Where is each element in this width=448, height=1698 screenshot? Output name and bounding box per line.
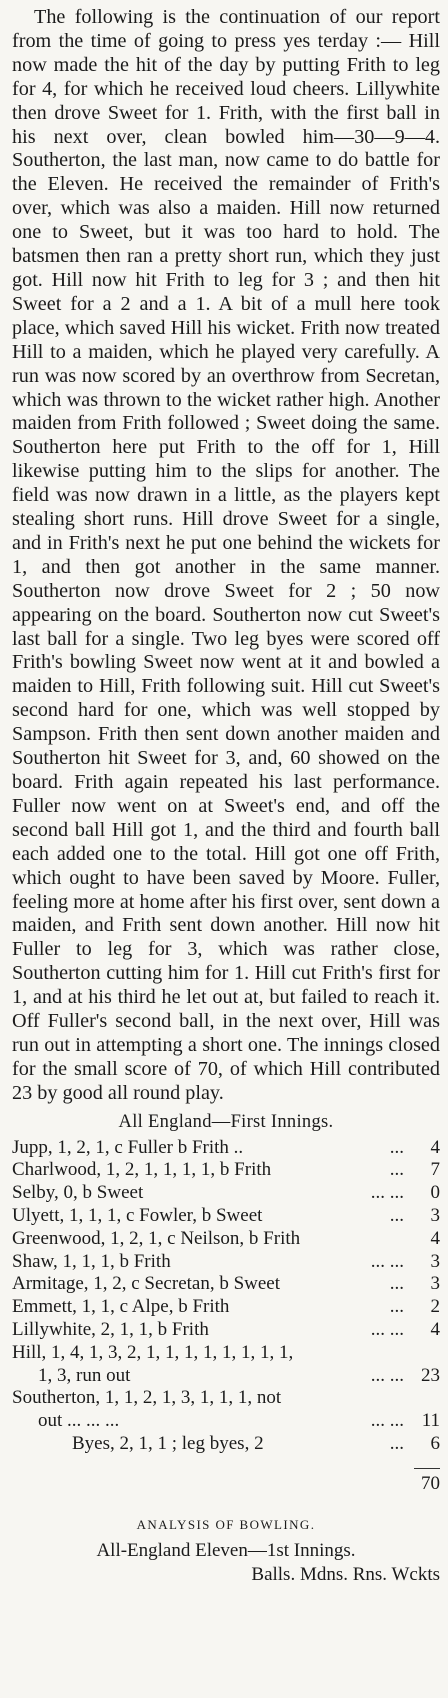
batsman-entry: out ... ... ... <box>38 1410 120 1432</box>
scorecard-row <box>12 1159 440 1182</box>
scorecard-row <box>12 1296 440 1319</box>
batsman-entry: Ulyett, 1, 1, 1, c Fowler, b Sweet <box>12 1205 263 1227</box>
bowling-analysis-title: ANALYSIS OF BOWLING. <box>136 1516 316 1532</box>
leader-dots: ... ... <box>370 1182 404 1204</box>
runs-value: 7 <box>430 1159 440 1181</box>
batsman-entry: Selby, 0, b Sweet <box>12 1182 144 1204</box>
runs-value: 3 <box>430 1250 440 1272</box>
runs-value <box>414 1387 440 1410</box>
leader-dots: ... ... <box>370 1364 404 1386</box>
runs-value: 0 <box>430 1182 440 1204</box>
leader-dots: ... <box>389 1159 404 1181</box>
runs-value: 3 <box>430 1205 440 1227</box>
batsman-entry: Southerton, 1, 1, 2, 1, 3, 1, 1, 1, not <box>12 1387 282 1409</box>
leader-dots <box>324 1387 414 1410</box>
innings-total: 70 <box>421 1472 440 1494</box>
scorecard-row <box>12 1433 440 1456</box>
leader-dots: ... ... <box>370 1410 404 1432</box>
leader-dots: ... <box>389 1136 404 1158</box>
scorecard-row <box>12 1365 440 1388</box>
scorecard-row <box>12 1182 440 1205</box>
leader-dots <box>324 1228 414 1251</box>
total-rule <box>414 1468 440 1469</box>
scorecard-row <box>12 1273 440 1296</box>
runs-value: 11 <box>421 1410 440 1432</box>
batsman-entry: Emmett, 1, 1, c Alpe, b Frith <box>12 1296 230 1318</box>
scorecard-row <box>12 1251 440 1274</box>
batsman-entry: Byes, 2, 1, 1 ; leg byes, 2 <box>72 1433 264 1455</box>
runs-value: 4 <box>430 1136 440 1158</box>
runs-value: 2 <box>430 1296 440 1318</box>
batsman-entry: Charlwood, 1, 2, 1, 1, 1, 1, b Frith <box>12 1159 272 1181</box>
runs-value: 4 <box>430 1227 440 1249</box>
batsman-entry: Shaw, 1, 1, 1, b Frith <box>12 1250 171 1272</box>
scorecard-row <box>12 1342 440 1365</box>
runs-value <box>414 1342 440 1365</box>
scorecard-row <box>12 1319 440 1342</box>
scorecard-table <box>12 1137 440 1456</box>
batsman-entry: Greenwood, 1, 2, 1, c Neilson, b Frith <box>12 1227 301 1249</box>
batsman-entry: Hill, 1, 4, 1, 3, 2, 1, 1, 1, 1, 1, 1, 1, 1, <box>12 1341 294 1363</box>
runs-value: 6 <box>430 1433 440 1455</box>
scorecard-row <box>12 1387 440 1410</box>
scorecard-row <box>12 1137 440 1160</box>
leader-dots: ... ... <box>370 1319 404 1341</box>
leader-dots: ... <box>389 1296 404 1318</box>
scorecard-row <box>12 1205 440 1228</box>
scorecard-row <box>12 1410 440 1433</box>
scorecard-row <box>12 1228 440 1251</box>
runs-value: 3 <box>430 1273 440 1295</box>
bowling-analysis-subtitle: All-England Eleven—1st Innings. <box>96 1539 356 1561</box>
leader-dots: ... <box>389 1433 404 1455</box>
leader-dots: ... ... <box>370 1250 404 1272</box>
leader-dots <box>324 1342 414 1365</box>
batsman-entry: Lillywhite, 2, 1, 1, b Frith <box>12 1319 209 1341</box>
batsman-entry: Armitage, 1, 2, c Secretan, b Sweet <box>12 1273 281 1295</box>
innings-heading: All England—First Innings. <box>118 1111 334 1132</box>
leader-dots: ... <box>389 1273 404 1295</box>
batsman-entry: Jupp, 1, 2, 1, c Fuller b Frith .. <box>12 1136 244 1158</box>
runs-value: 4 <box>430 1319 440 1341</box>
bowling-analysis-columns: Balls. Mdns. Rns. Wckts <box>251 1563 440 1585</box>
runs-value: 23 <box>421 1364 440 1386</box>
match-report-paragraph: The following is the continuation of our report from the time of going to press yes terday :— Hill now made the hit of the day by putting Frith to leg for 4, for which he received loud cheers. Lillywhite then drove Sweet for 1. Frith, with the first ball in his next over, clean bowled him—30—9—4. Southerton, the last man, now came to do battle for the Eleven. He received the remainder of Frith's over, which was also a maiden. Hill now returned one to Sweet, but it was too hard to hold. The batsmen then ran a pretty short run, which they just got. Hill now hit Frith to leg for 3 ; and then hit Sweet for a 2 and a 1. A bit of a mull here took place, which saved Hill his wicket. Frith now treated Hill to a maiden, which he played very carefully. A run was now scored by an overthrow from Secretan, which was thrown to the wicket rather high. Another maiden from Frith followed ; Sweet doing the same. Southerton here put Frith to the off for 1, Hill likewise putting him to the slips for another. The field was now drawn in a little, as the players kept stealing short runs. Hill drove Sweet for a single, and in Frith's next he put one behind the wickets for 1, and then got another in the same manner. Southerton now drove Sweet for 2 ; 50 now appearing on the board. Southerton now cut Sweet's last ball for a single. Two leg byes were scored off Frith's bowling Sweet now went at it and bowled a maiden to Hill, Frith following suit. Hill cut Sweet's second hard for one, which was well stopped by Sampson. Frith then sent down another maiden and Southerton hit Sweet for 3, and, 60 showed on the board. Frith again repeated his last performance. Fuller now went on at Sweet's end, and off the second ball Hill got 1, and the third and fourth ball each added one to the total. Hill got one off Frith, which ought to have been saved by Moore. Fuller, feeling more at home after his first over, sent down a maiden, and Frith sent down another. Hill now hit Fuller to leg for 3, which was rather close, Southerton cutting him for 1. Hill cut Frith's first for 1, and at his third he let out at, but failed to reach it. Off Fuller's second ball, in the next over, Hill was run out in attempting a short one. The innings closed for the small score of 70, of which Hill contributed 23 by good all round play. <box>12 6 440 1104</box>
scorecard-body <box>12 1137 440 1456</box>
leader-dots: ... <box>389 1205 404 1227</box>
batsman-entry: 1, 3, run out <box>38 1364 131 1386</box>
